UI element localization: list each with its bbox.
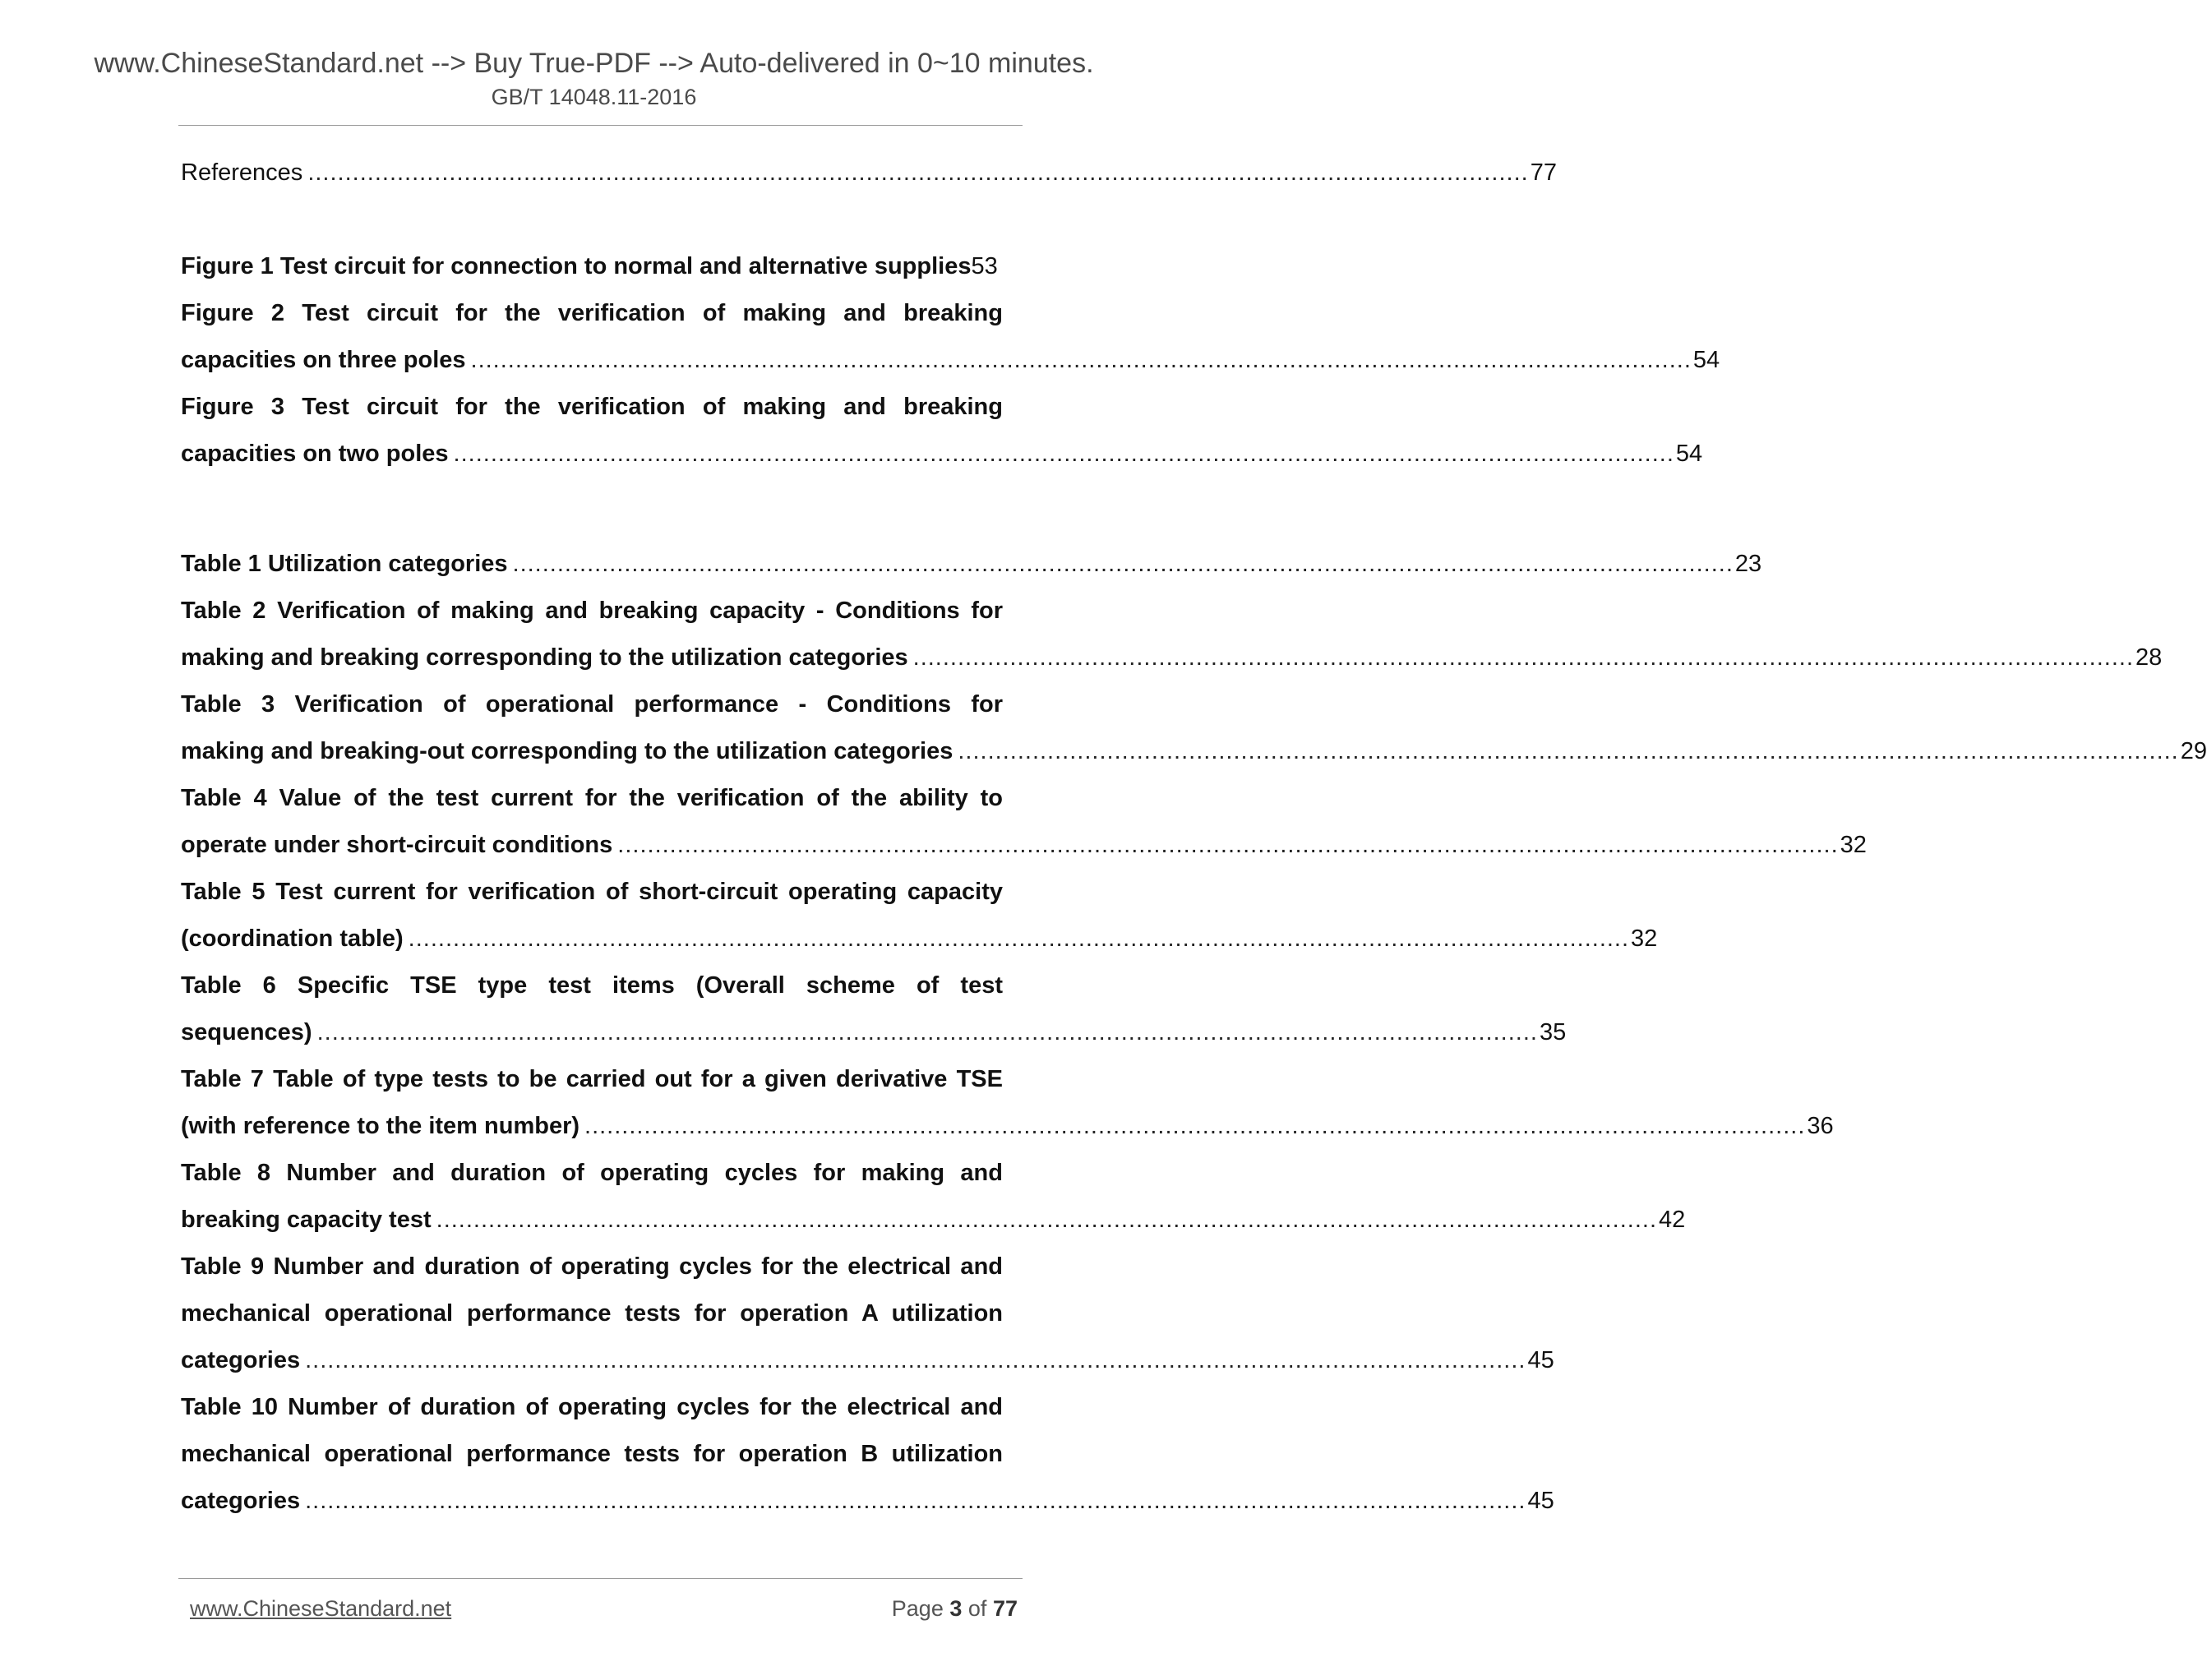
toc-entry-title: (with reference to the item number) bbox=[181, 1113, 580, 1139]
toc-entry-title: making and breaking-out corresponding to the utilization categories bbox=[181, 738, 953, 764]
header-divider bbox=[178, 125, 1023, 126]
dot-leader: .................................................................................................................................................................... bbox=[958, 738, 2179, 764]
toc-entry-table-7-cont[interactable] bbox=[181, 1107, 1834, 1145]
toc-entry-page: 54 bbox=[1692, 347, 1720, 373]
toc-entry-page: 53 bbox=[971, 253, 998, 279]
toc-entry-page: 36 bbox=[1807, 1113, 1834, 1139]
toc-entry-title: (coordination table) bbox=[181, 925, 404, 952]
dot-leader: .................................................................................................................................................................... bbox=[305, 1347, 1526, 1373]
toc-entry-page: 23 bbox=[1734, 551, 1762, 577]
dot-leader: .................................................................................................................................................................... bbox=[436, 1207, 1658, 1233]
toc-entry-page: 35 bbox=[1539, 1019, 1567, 1045]
toc-entry-table-10-cont[interactable]: mechanical operational performance tests for operation B utilization bbox=[181, 1441, 1003, 1467]
toc-entry-title: capacities on three poles bbox=[181, 347, 466, 373]
toc-entry-table-6[interactable]: Table 6 Specific TSE type test items (Overall scheme of test bbox=[181, 972, 1003, 999]
toc-entry-title: categories bbox=[181, 1488, 301, 1514]
toc-entry-table-9-cont[interactable]: mechanical operational performance tests for operation A utilization bbox=[181, 1300, 1003, 1327]
toc-entry-table-1[interactable] bbox=[181, 545, 1762, 583]
toc-entry-page: 28 bbox=[2135, 644, 2163, 671]
toc-entry-table-3[interactable]: Table 3 Verification of operational performance - Conditions for bbox=[181, 691, 1003, 718]
toc-entry-table-3-cont[interactable] bbox=[181, 732, 2207, 770]
toc-entry-page: 45 bbox=[1527, 1488, 1554, 1514]
toc-entry-title: categories bbox=[181, 1347, 301, 1373]
toc-entry-table-5[interactable]: Table 5 Test current for verification of short-circuit operating capacity bbox=[181, 879, 1003, 905]
toc-entry-figure-3[interactable]: Figure 3 Test circuit for the verification of making and breaking bbox=[181, 394, 1003, 420]
toc-entry-page: 45 bbox=[1527, 1347, 1554, 1373]
toc-entry-title: Figure 1 Test circuit for connection to normal and alternative supplies bbox=[181, 253, 972, 279]
toc-entry-figure-2[interactable]: Figure 2 Test circuit for the verification of making and breaking bbox=[181, 300, 1003, 326]
toc-entry-page: 54 bbox=[1675, 441, 1703, 467]
toc-entry-table-10-cont2[interactable] bbox=[181, 1482, 1554, 1520]
page-total: 77 bbox=[992, 1596, 1018, 1621]
toc-entry-title: Table 1 Utilization categories bbox=[181, 551, 508, 577]
page-current: 3 bbox=[949, 1596, 963, 1621]
toc-entry-figure-3-cont[interactable] bbox=[181, 435, 1703, 473]
dot-leader: .................................................................................................................................................................... bbox=[912, 644, 2135, 671]
toc-entry-table-9-cont2[interactable] bbox=[181, 1341, 1554, 1379]
toc-entry-title: breaking capacity test bbox=[181, 1207, 432, 1233]
document-code: GB/T 14048.11-2016 bbox=[491, 85, 697, 109]
dot-leader: .................................................................................................................................................................... bbox=[408, 925, 1630, 952]
source-banner[interactable]: www.ChineseStandard.net --> Buy True-PDF --> Auto-delivered in 0~10 minutes. bbox=[94, 48, 1094, 79]
toc-entry-table-4-cont[interactable] bbox=[181, 826, 1867, 864]
toc-entry-title: sequences) bbox=[181, 1019, 312, 1045]
toc-entry-title: capacities on two poles bbox=[181, 441, 449, 467]
toc-entry-references[interactable] bbox=[181, 154, 1557, 192]
toc-entry-title: operate under short-circuit conditions bbox=[181, 832, 613, 858]
dot-leader: .................................................................................................................................................................... bbox=[305, 1488, 1526, 1514]
toc-entry-title: making and breaking corresponding to the utilization categories bbox=[181, 644, 908, 671]
toc-entry-table-6-cont[interactable] bbox=[181, 1013, 1567, 1051]
toc-entry-table-2-cont[interactable] bbox=[181, 639, 2163, 676]
toc-entry-figure-2-cont[interactable] bbox=[181, 341, 1720, 379]
toc-entry-table-7[interactable]: Table 7 Table of type tests to be carried out for a given derivative TSE bbox=[181, 1066, 1003, 1092]
dot-leader: .................................................................................................................................................................... bbox=[316, 1019, 1538, 1045]
toc-entry-table-8-cont[interactable] bbox=[181, 1201, 1686, 1239]
toc-entry-page: 77 bbox=[1530, 159, 1557, 186]
toc-entry-page: 29 bbox=[2180, 738, 2207, 764]
footer-website-link[interactable]: www.ChineseStandard.net bbox=[190, 1596, 452, 1621]
footer-divider bbox=[178, 1578, 1023, 1579]
toc-entry-page: 32 bbox=[1631, 925, 1658, 952]
dot-leader: .................................................................................................................................................................... bbox=[512, 551, 1734, 577]
toc-entry-page: 32 bbox=[1840, 832, 1867, 858]
toc-entry-table-10[interactable]: Table 10 Number of duration of operating cycles for the electrical and bbox=[181, 1394, 1003, 1420]
toc-entry-title: References bbox=[181, 159, 303, 186]
dot-leader: .................................................................................................................................................................... bbox=[307, 159, 1529, 186]
toc-entry-table-2[interactable]: Table 2 Verification of making and breaking capacity - Conditions for bbox=[181, 598, 1003, 624]
dot-leader: .................................................................................................................................................................... bbox=[453, 441, 1674, 467]
toc-entry-figure-1[interactable] bbox=[181, 247, 1027, 285]
toc-entry-table-4[interactable]: Table 4 Value of the test current for the verification of the ability to bbox=[181, 785, 1003, 811]
page-number bbox=[892, 1594, 1018, 1623]
toc-entry-page: 42 bbox=[1659, 1207, 1686, 1233]
dot-leader: .................................................................................................................................................................... bbox=[617, 832, 1839, 858]
dot-leader: .................................................................................................................................................................... bbox=[584, 1113, 1806, 1139]
dot-leader: .................................................................................................................................................................... bbox=[470, 347, 1692, 373]
page-label: Page bbox=[891, 1596, 944, 1621]
toc-entry-table-5-cont[interactable] bbox=[181, 920, 1658, 958]
toc-entry-table-8[interactable]: Table 8 Number and duration of operating cycles for making and bbox=[181, 1160, 1003, 1186]
toc-entry-table-9[interactable]: Table 9 Number and duration of operating cycles for the electrical and bbox=[181, 1253, 1003, 1280]
page-of-label: of bbox=[967, 1596, 987, 1621]
